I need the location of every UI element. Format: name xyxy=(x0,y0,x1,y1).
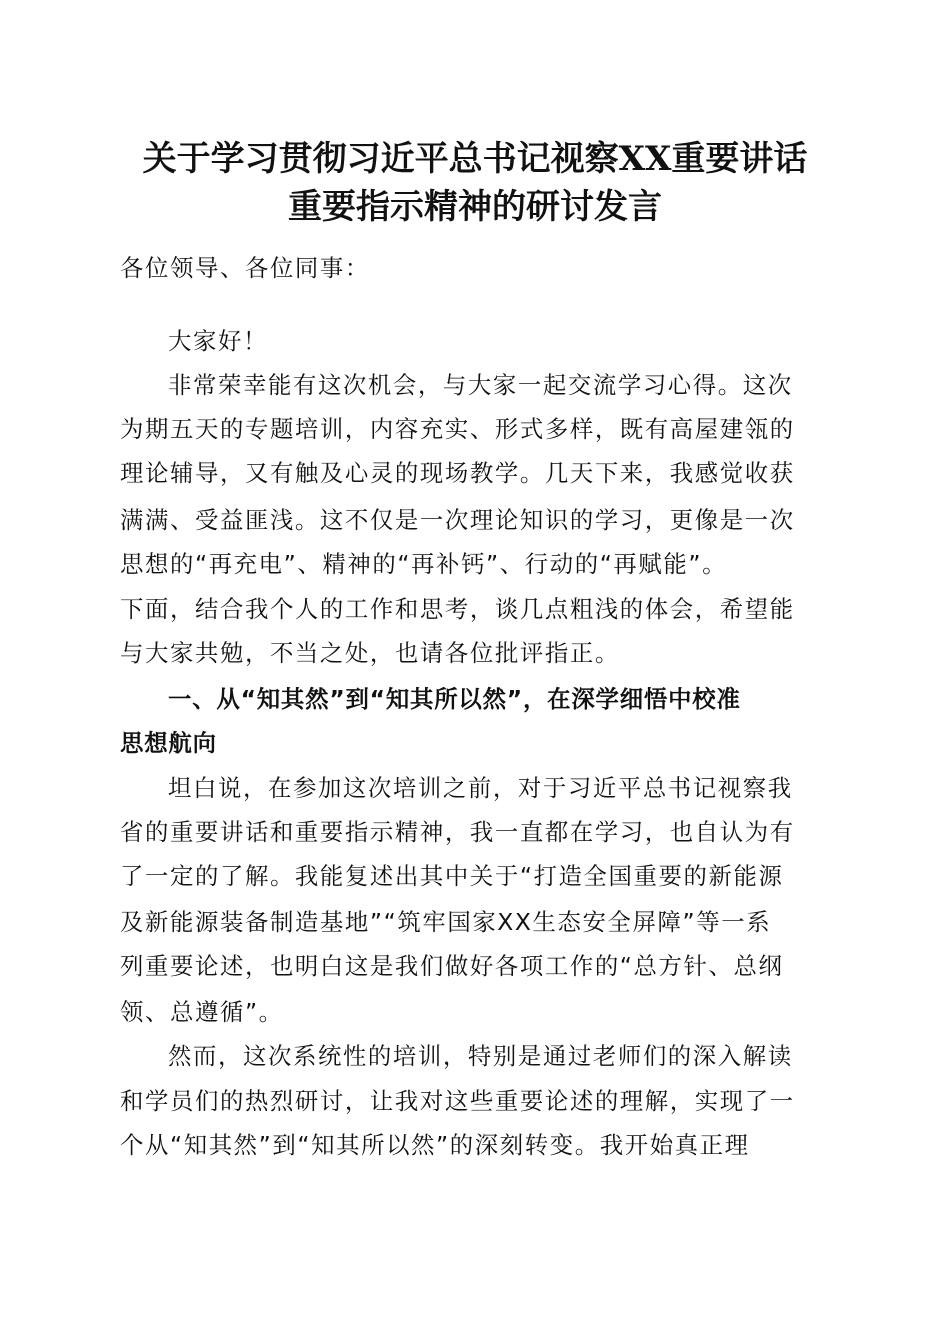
section-1-heading-line-2: 思想航向 xyxy=(120,729,217,757)
paragraph-3-line: 然而，这次系统性的培训，特别是通过老师们的深入解读 xyxy=(168,1042,793,1070)
paragraph-1-line: 满满、受益匪浅。这不仅是一次理论知识的学习，更像是一次 xyxy=(120,506,795,534)
salutation: 各位领导、各位同事： xyxy=(120,254,370,282)
paragraph-2-line: 及新能源装备制造基地”“筑牢国家XX生态安全屏障”等一系 xyxy=(120,908,772,936)
paragraph-1-line: 思想的“再充电”、精神的“再补钙”、行动的“再赋能”。 xyxy=(120,550,728,578)
greeting: 大家好！ xyxy=(168,327,268,355)
paragraph-2-line: 领、总遵循”。 xyxy=(120,998,284,1026)
paragraph-2-line: 省的重要讲话和重要指示精神，我一直都在学习，也自认为有 xyxy=(120,818,795,846)
document-title-line-1: 关于学习贯彻习近平总书记视察XX重要讲话 xyxy=(142,139,808,179)
paragraph-2-line: 了一定的了解。我能复述出其中关于“打造全国重要的新能源 xyxy=(120,862,784,890)
paragraph-1-line: 为期五天的专题培训，内容充实、形式多样，既有高屋建瓴的 xyxy=(120,415,795,443)
paragraph-2-line: 坦白说，在参加这次培训之前，对于习近平总书记视察我 xyxy=(168,774,793,802)
paragraph-3-line: 和学员们的热烈研讨，让我对这些重要论述的理解，实现了一 xyxy=(120,1087,795,1115)
paragraph-3-line: 个从“知其然”到“知其所以然”的深刻转变。我开始真正理 xyxy=(120,1131,750,1159)
paragraph-2-line: 列重要论述，也明白这是我们做好各项工作的“总方针、总纲 xyxy=(120,952,784,980)
paragraph-1-line: 下面，结合我个人的工作和思考，谈几点粗浅的体会，希望能 xyxy=(120,595,795,623)
section-1-heading-line-1: 一、从“知其然”到“知其所以然”，在深学细悟中校准 xyxy=(168,685,741,713)
document-title-line-2: 重要指示精神的研讨发言 xyxy=(288,187,662,227)
paragraph-1-line: 理论辅导，又有触及心灵的现场教学。几天下来，我感觉收获 xyxy=(120,459,795,487)
paragraph-1-line: 非常荣幸能有这次机会，与大家一起交流学习心得。这次 xyxy=(168,371,793,399)
paragraph-1-line: 与大家共勉，不当之处，也请各位批评指正。 xyxy=(120,639,620,667)
